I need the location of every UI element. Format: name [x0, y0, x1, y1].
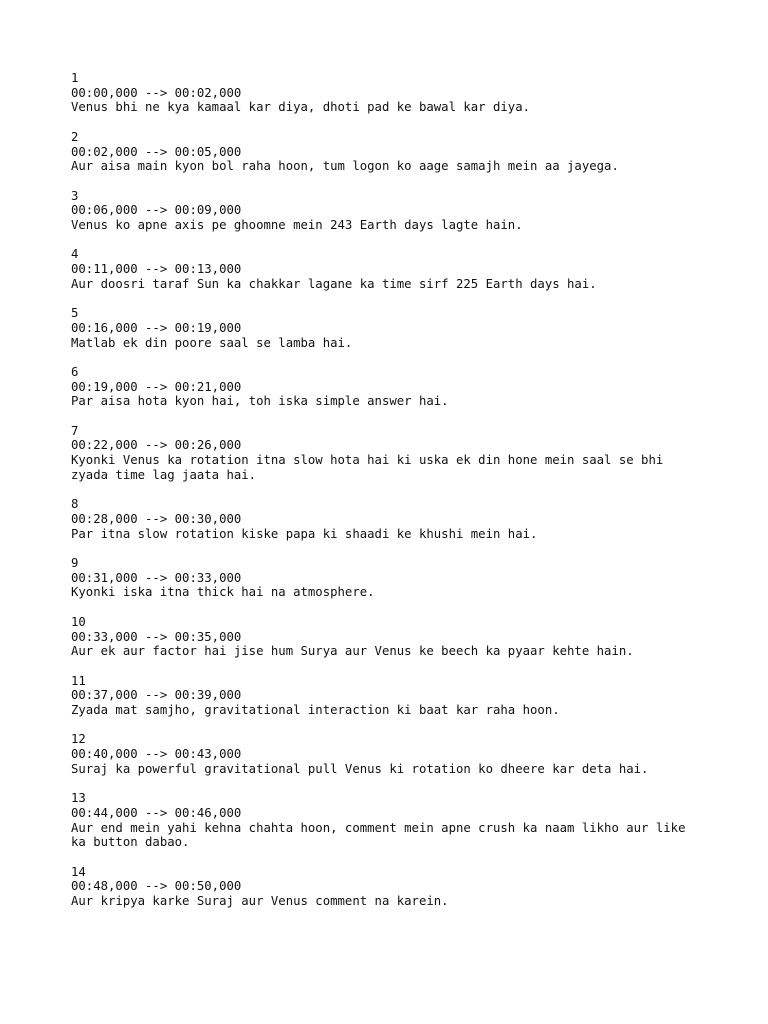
cue-text-line: Aur ek aur factor hai jise hum Surya aur Venus ke beech ka pyaar kehte hain.	[71, 644, 634, 659]
cue-index: 3	[71, 188, 79, 203]
subtitle-cue	[71, 865, 731, 909]
subtitle-cue	[71, 732, 731, 776]
cue-index: 7	[71, 423, 79, 438]
cue-index: 1	[71, 71, 79, 85]
cue-index: 2	[71, 129, 79, 144]
subtitle-cue	[71, 247, 731, 291]
cue-index: 12	[71, 732, 86, 747]
cue-timestamp: 00:33,000 --> 00:35,000	[71, 629, 242, 644]
cue-timestamp: 00:48,000 --> 00:50,000	[71, 879, 242, 894]
subtitle-cue	[71, 306, 731, 350]
cue-timestamp: 00:40,000 --> 00:43,000	[71, 747, 242, 762]
subtitle-cue	[71, 497, 731, 541]
cue-text-line: Aur aisa main kyon bol raha hoon, tum logon ko aage samajh mein aa jayega.	[71, 159, 619, 174]
cue-text-line: Aur kripya karke Suraj aur Venus comment na karein.	[71, 894, 449, 909]
subtitle-document	[71, 71, 731, 924]
cue-timestamp: 00:28,000 --> 00:30,000	[71, 511, 242, 526]
cue-timestamp: 00:11,000 --> 00:13,000	[71, 262, 242, 277]
cue-timestamp: 00:16,000 --> 00:19,000	[71, 320, 242, 335]
subtitle-cue	[71, 189, 731, 233]
cue-text-line: Kyonki iska itna thick hai na atmosphere.	[71, 585, 375, 600]
subtitle-cue	[71, 556, 731, 600]
cue-timestamp: 00:02,000 --> 00:05,000	[71, 144, 242, 159]
cue-text-line: Par itna slow rotation kiske papa ki shaadi ke khushi mein hai.	[71, 526, 538, 541]
cue-text-line: Kyonki Venus ka rotation itna slow hota hai ki uska ek din hone mein saal se bhi	[71, 453, 664, 468]
cue-index: 10	[71, 614, 86, 629]
cue-index: 9	[71, 556, 79, 571]
cue-text-line: zyada time lag jaata hai.	[71, 467, 257, 482]
cue-timestamp: 00:19,000 --> 00:21,000	[71, 379, 242, 394]
subtitle-cue	[71, 71, 731, 115]
cue-timestamp: 00:00,000 --> 00:02,000	[71, 85, 242, 100]
cue-timestamp: 00:22,000 --> 00:26,000	[71, 438, 242, 453]
cue-index: 11	[71, 673, 86, 688]
cue-timestamp: 00:31,000 --> 00:33,000	[71, 570, 242, 585]
cue-text-line: Venus ko apne axis pe ghoomne mein 243 Earth days lagte hain.	[71, 218, 523, 232]
cue-timestamp: 00:44,000 --> 00:46,000	[71, 805, 242, 820]
cue-text-line: Par aisa hota kyon hai, toh iska simple answer hai.	[71, 394, 449, 409]
cue-index: 4	[71, 247, 79, 262]
cue-text-line: Suraj ka powerful gravitational pull Venus ki rotation ko dheere kar deta hai.	[71, 761, 649, 776]
cue-index: 13	[71, 791, 86, 806]
subtitle-cue	[71, 365, 731, 409]
cue-text-line: Matlab ek din poore saal se lamba hai.	[71, 335, 353, 350]
cue-index: 6	[71, 364, 79, 379]
cue-text-line: ka button dabao.	[71, 835, 190, 850]
subtitle-cue	[71, 674, 731, 718]
subtitle-cue	[71, 424, 731, 483]
cue-timestamp: 00:06,000 --> 00:09,000	[71, 203, 242, 218]
cue-text-line: Zyada mat samjho, gravitational interaction ki baat kar raha hoon.	[71, 703, 560, 718]
cue-text-line: Aur doosri taraf Sun ka chakkar lagane ka time sirf 225 Earth days hai.	[71, 276, 597, 291]
cue-index: 8	[71, 497, 79, 512]
subtitle-cue	[71, 615, 731, 659]
cue-index: 14	[71, 864, 86, 879]
cue-text-line: Venus bhi ne kya kamaal kar diya, dhoti pad ke bawal kar diya.	[71, 100, 531, 115]
subtitle-cue	[71, 130, 731, 174]
subtitle-cue	[71, 791, 731, 850]
cue-index: 5	[71, 306, 79, 321]
cue-text-line: Aur end mein yahi kehna chahta hoon, comment mein apne crush ka naam likho aur like	[71, 820, 686, 835]
cue-timestamp: 00:37,000 --> 00:39,000	[71, 688, 242, 703]
